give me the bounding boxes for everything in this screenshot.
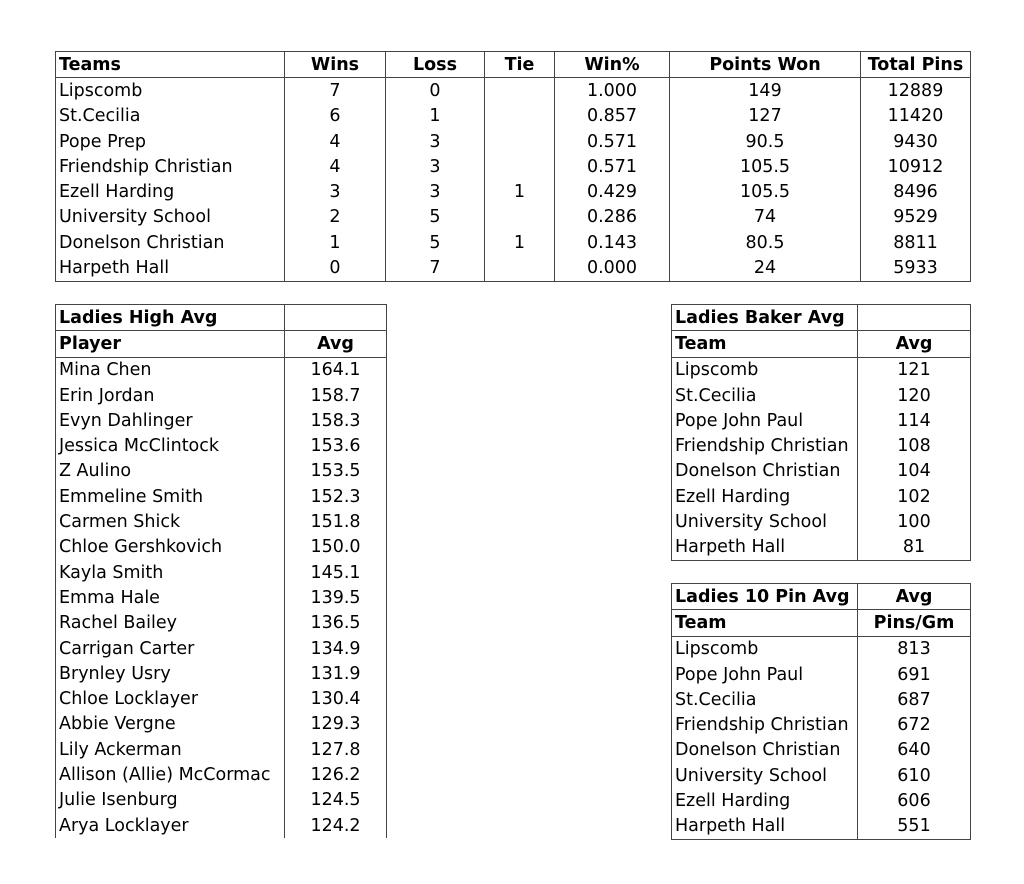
- wins-cell: 6: [285, 104, 386, 129]
- pins-per-game-cell: 640: [858, 738, 971, 763]
- loss-cell: 1: [386, 104, 485, 129]
- wins-cell: 7: [285, 78, 386, 104]
- high-avg-row: [56, 433, 387, 458]
- points-won-cell: 105.5: [670, 179, 861, 204]
- high-avg-header-row: [56, 331, 387, 357]
- high-avg-row: [56, 686, 387, 711]
- wins-cell: 3: [285, 179, 386, 204]
- high-avg-row: [56, 408, 387, 433]
- team-name-cell: Ezell Harding: [672, 788, 858, 813]
- player-avg-cell: 126.2: [285, 762, 387, 787]
- team-name-cell: Lipscomb: [56, 78, 285, 104]
- standings-row: [56, 255, 971, 281]
- standings-row: [56, 179, 971, 204]
- standings-header-row: [56, 52, 971, 78]
- team-name-cell: Lipscomb: [672, 636, 858, 662]
- high-avg-row: [56, 535, 387, 560]
- tenpin-avg-row: [672, 636, 971, 662]
- high-avg-row: [56, 585, 387, 610]
- team-name-cell: University School: [672, 763, 858, 788]
- player-name-cell: Emma Hale: [56, 585, 285, 610]
- player-avg-cell: 136.5: [285, 611, 387, 636]
- tenpin-avg-row: [672, 738, 971, 763]
- tie-cell: [485, 255, 555, 281]
- player-name-cell: Lily Ackerman: [56, 737, 285, 762]
- team-name-cell: Donelson Christian: [672, 459, 858, 484]
- team-name-cell: Pope John Paul: [672, 662, 858, 687]
- win-pct-cell: 0.857: [555, 104, 670, 129]
- tie-cell: [485, 154, 555, 179]
- wins-cell: 2: [285, 205, 386, 230]
- high-avg-row: [56, 383, 387, 408]
- pins-per-game-cell: 687: [858, 687, 971, 712]
- team-name-cell: Donelson Christian: [672, 738, 858, 763]
- baker-avg-title-row: [672, 305, 971, 331]
- player-avg-cell: 124.2: [285, 813, 387, 838]
- tenpin-avg-title: Ladies 10 Pin Avg: [672, 584, 858, 610]
- player-name-cell: Emmeline Smith: [56, 484, 285, 509]
- total-pins-cell: 5933: [861, 255, 971, 281]
- player-name-cell: Carmen Shick: [56, 509, 285, 534]
- standings-header-cell: Win%: [555, 52, 670, 78]
- high-avg-row: [56, 762, 387, 787]
- total-pins-cell: 9529: [861, 205, 971, 230]
- loss-cell: 7: [386, 255, 485, 281]
- tenpin-avg-header-pins: Pins/Gm: [858, 610, 971, 636]
- high-avg-row: [56, 459, 387, 484]
- win-pct-cell: 0.286: [555, 205, 670, 230]
- points-won-cell: 149: [670, 78, 861, 104]
- tenpin-avg-row: [672, 687, 971, 712]
- tie-cell: [485, 205, 555, 230]
- team-name-cell: Harpeth Hall: [672, 535, 858, 561]
- standings-row: [56, 78, 971, 104]
- high-avg-row: [56, 712, 387, 737]
- tenpin-avg-row: [672, 712, 971, 737]
- wins-cell: 1: [285, 230, 386, 255]
- high-avg-title-blank: [285, 305, 387, 331]
- standings-body: [56, 52, 971, 282]
- player-avg-cell: 150.0: [285, 535, 387, 560]
- win-pct-cell: 0.571: [555, 129, 670, 154]
- player-name-cell: Allison (Allie) McCormac: [56, 762, 285, 787]
- player-avg-cell: 145.1: [285, 560, 387, 585]
- tenpin-avg-body: [672, 636, 971, 839]
- player-name-cell: Julie Isenburg: [56, 788, 285, 813]
- win-pct-cell: 0.000: [555, 255, 670, 281]
- tenpin-avg-title-row: [672, 584, 971, 610]
- team-name-cell: Ezell Harding: [672, 484, 858, 509]
- win-pct-cell: 0.571: [555, 154, 670, 179]
- baker-avg-cell: 104: [858, 459, 971, 484]
- total-pins-cell: 8811: [861, 230, 971, 255]
- baker-avg-cell: 102: [858, 484, 971, 509]
- baker-avg-header-avg: Avg: [858, 331, 971, 357]
- ladies-baker-avg-table: [671, 304, 971, 561]
- player-avg-cell: 129.3: [285, 712, 387, 737]
- high-avg-title-row: [56, 305, 387, 331]
- pins-per-game-cell: 606: [858, 788, 971, 813]
- team-name-cell: Friendship Christian: [672, 712, 858, 737]
- total-pins-cell: 12889: [861, 78, 971, 104]
- team-name-cell: University School: [672, 509, 858, 534]
- tenpin-avg-row: [672, 662, 971, 687]
- player-name-cell: Carrigan Carter: [56, 636, 285, 661]
- win-pct-cell: 1.000: [555, 78, 670, 104]
- standings-header-cell: Wins: [285, 52, 386, 78]
- team-name-cell: Ezell Harding: [56, 179, 285, 204]
- baker-avg-row: [672, 459, 971, 484]
- player-avg-cell: 164.1: [285, 357, 387, 383]
- baker-avg-row: [672, 484, 971, 509]
- points-won-cell: 80.5: [670, 230, 861, 255]
- player-name-cell: Kayla Smith: [56, 560, 285, 585]
- wins-cell: 4: [285, 154, 386, 179]
- high-avg-row: [56, 661, 387, 686]
- player-name-cell: Brynley Usry: [56, 661, 285, 686]
- standings-header-cell: Loss: [386, 52, 485, 78]
- player-name-cell: Jessica McClintock: [56, 433, 285, 458]
- player-name-cell: Chloe Locklayer: [56, 686, 285, 711]
- points-won-cell: 74: [670, 205, 861, 230]
- player-name-cell: Rachel Bailey: [56, 611, 285, 636]
- high-avg-row: [56, 737, 387, 762]
- tenpin-avg-title-right: Avg: [858, 584, 971, 610]
- standings-header-cell: Tie: [485, 52, 555, 78]
- points-won-cell: 90.5: [670, 129, 861, 154]
- win-pct-cell: 0.143: [555, 230, 670, 255]
- team-name-cell: St.Cecilia: [672, 687, 858, 712]
- team-name-cell: Friendship Christian: [56, 154, 285, 179]
- baker-avg-title-blank: [858, 305, 971, 331]
- baker-avg-title: Ladies Baker Avg: [672, 305, 858, 331]
- team-name-cell: Friendship Christian: [672, 433, 858, 458]
- high-avg-row: [56, 357, 387, 383]
- high-avg-row: [56, 788, 387, 813]
- player-name-cell: Evyn Dahlinger: [56, 408, 285, 433]
- high-avg-row: [56, 560, 387, 585]
- loss-cell: 3: [386, 179, 485, 204]
- tenpin-avg-row: [672, 788, 971, 813]
- pins-per-game-cell: 551: [858, 814, 971, 840]
- standings-row: [56, 205, 971, 230]
- tie-cell: [485, 129, 555, 154]
- baker-avg-cell: 121: [858, 357, 971, 383]
- player-avg-cell: 158.7: [285, 383, 387, 408]
- loss-cell: 5: [386, 230, 485, 255]
- wins-cell: 0: [285, 255, 386, 281]
- player-avg-cell: 124.5: [285, 788, 387, 813]
- team-name-cell: Lipscomb: [672, 357, 858, 383]
- baker-avg-row: [672, 383, 971, 408]
- loss-cell: 3: [386, 129, 485, 154]
- tenpin-avg-header-team: Team: [672, 610, 858, 636]
- pins-per-game-cell: 691: [858, 662, 971, 687]
- high-avg-body: [56, 357, 387, 838]
- wins-cell: 4: [285, 129, 386, 154]
- player-avg-cell: 134.9: [285, 636, 387, 661]
- points-won-cell: 127: [670, 104, 861, 129]
- total-pins-cell: 8496: [861, 179, 971, 204]
- loss-cell: 0: [386, 78, 485, 104]
- baker-avg-cell: 81: [858, 535, 971, 561]
- total-pins-cell: 10912: [861, 154, 971, 179]
- win-pct-cell: 0.429: [555, 179, 670, 204]
- tie-cell: [485, 104, 555, 129]
- high-avg-row: [56, 484, 387, 509]
- team-name-cell: Pope John Paul: [672, 408, 858, 433]
- baker-avg-cell: 120: [858, 383, 971, 408]
- baker-avg-header-row: [672, 331, 971, 357]
- total-pins-cell: 11420: [861, 104, 971, 129]
- team-name-cell: University School: [56, 205, 285, 230]
- player-avg-cell: 153.5: [285, 459, 387, 484]
- high-avg-header-avg: Avg: [285, 331, 387, 357]
- high-avg-row: [56, 509, 387, 534]
- ladies-10-pin-avg-table: [671, 583, 971, 840]
- baker-avg-row: [672, 357, 971, 383]
- player-name-cell: Arya Locklayer: [56, 813, 285, 838]
- points-won-cell: 105.5: [670, 154, 861, 179]
- high-avg-row: [56, 636, 387, 661]
- baker-avg-body: [672, 357, 971, 560]
- loss-cell: 3: [386, 154, 485, 179]
- baker-avg-row: [672, 509, 971, 534]
- baker-avg-cell: 100: [858, 509, 971, 534]
- baker-avg-row: [672, 408, 971, 433]
- pins-per-game-cell: 672: [858, 712, 971, 737]
- player-name-cell: Z Aulino: [56, 459, 285, 484]
- standings-header-cell: Teams: [56, 52, 285, 78]
- ladies-high-avg-table: [55, 304, 387, 838]
- tie-cell: [485, 78, 555, 104]
- team-name-cell: St.Cecilia: [672, 383, 858, 408]
- standings-header-cell: Total Pins: [861, 52, 971, 78]
- team-standings-table: [55, 51, 971, 282]
- baker-avg-row: [672, 535, 971, 561]
- baker-avg-cell: 114: [858, 408, 971, 433]
- standings-row: [56, 104, 971, 129]
- player-name-cell: Erin Jordan: [56, 383, 285, 408]
- tie-cell: 1: [485, 230, 555, 255]
- player-name-cell: Mina Chen: [56, 357, 285, 383]
- team-name-cell: St.Cecilia: [56, 104, 285, 129]
- team-name-cell: Harpeth Hall: [672, 814, 858, 840]
- player-avg-cell: 130.4: [285, 686, 387, 711]
- pins-per-game-cell: 813: [858, 636, 971, 662]
- high-avg-row: [56, 813, 387, 838]
- player-name-cell: Chloe Gershkovich: [56, 535, 285, 560]
- player-avg-cell: 139.5: [285, 585, 387, 610]
- standings-header-cell: Points Won: [670, 52, 861, 78]
- standings-row: [56, 129, 971, 154]
- player-avg-cell: 158.3: [285, 408, 387, 433]
- tenpin-avg-header-row: [672, 610, 971, 636]
- baker-avg-header-team: Team: [672, 331, 858, 357]
- points-won-cell: 24: [670, 255, 861, 281]
- high-avg-row: [56, 611, 387, 636]
- player-avg-cell: 152.3: [285, 484, 387, 509]
- tie-cell: 1: [485, 179, 555, 204]
- player-avg-cell: 151.8: [285, 509, 387, 534]
- team-name-cell: Pope Prep: [56, 129, 285, 154]
- tenpin-avg-row: [672, 763, 971, 788]
- player-avg-cell: 127.8: [285, 737, 387, 762]
- player-name-cell: Abbie Vergne: [56, 712, 285, 737]
- player-avg-cell: 153.6: [285, 433, 387, 458]
- baker-avg-cell: 108: [858, 433, 971, 458]
- tenpin-avg-row: [672, 814, 971, 840]
- standings-row: [56, 154, 971, 179]
- player-avg-cell: 131.9: [285, 661, 387, 686]
- total-pins-cell: 9430: [861, 129, 971, 154]
- baker-avg-row: [672, 433, 971, 458]
- pins-per-game-cell: 610: [858, 763, 971, 788]
- standings-row: [56, 230, 971, 255]
- high-avg-title: Ladies High Avg: [56, 305, 285, 331]
- high-avg-header-player: Player: [56, 331, 285, 357]
- team-name-cell: Harpeth Hall: [56, 255, 285, 281]
- team-name-cell: Donelson Christian: [56, 230, 285, 255]
- loss-cell: 5: [386, 205, 485, 230]
